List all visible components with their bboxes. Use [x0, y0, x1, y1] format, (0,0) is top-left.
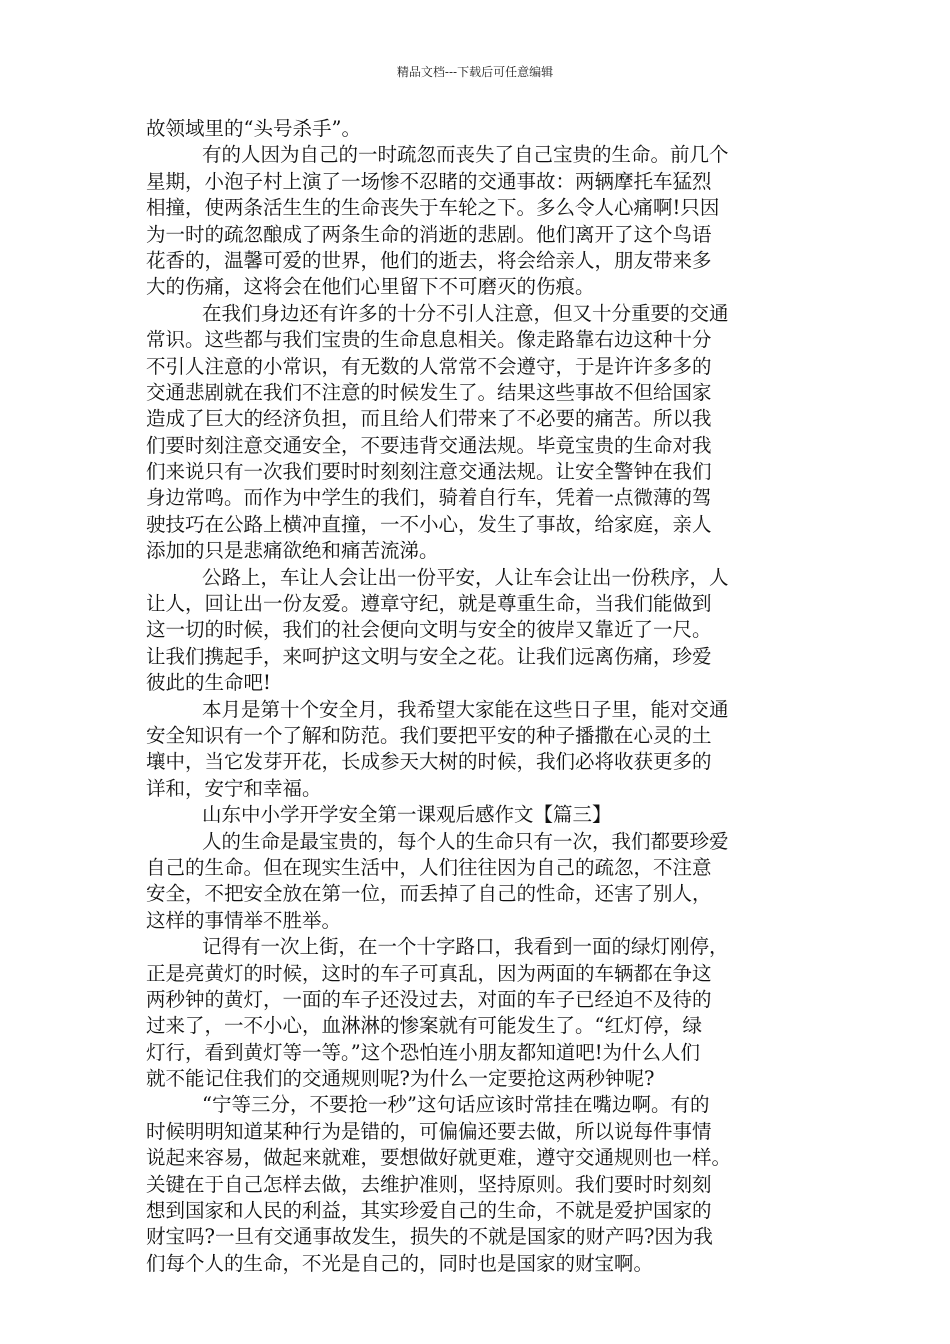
- text-line: 交通悲剧就在我们不注意的时候发生了。结果这些事故不但给国家: [146, 380, 712, 404]
- page-header: 精品文档---下载后可任意编辑: [396, 65, 554, 79]
- text-line: 这一切的时候，我们的社会便向文明与安全的彼岸又靠近了一尺。: [146, 618, 712, 642]
- text-line: 安全知识有一个了解和防范。我们要把平安的种子播撒在心灵的土: [146, 723, 712, 747]
- text-line: 就不能记住我们的交通规则呢?为什么一定要抢这两秒钟呢?: [146, 1067, 655, 1091]
- text-line: 想到国家和人民的利益，其实珍爱自己的生命，不就是爱护国家的: [146, 1199, 712, 1223]
- text-line: 彼此的生命吧!: [146, 671, 271, 695]
- text-line: “宁等三分，不要抢一秒”这句话应该时常挂在嘴边啊。有的: [202, 1093, 710, 1117]
- text-line: 关键在于自己怎样去做，去维护准则，坚持原则。我们要时时刻刻: [146, 1172, 712, 1196]
- text-line: 大的伤痛，这将会在他们心里留下不可磨灭的伤痕。: [146, 275, 595, 299]
- text-line: 过来了，一不小心，血淋淋的惨案就有可能发生了。“红灯停，绿: [146, 1014, 702, 1038]
- document-body: [146, 116, 826, 1277]
- text-line: 让我们携起手，来呵护这文明与安全之花。让我们远离伤痛，珍爱: [146, 644, 712, 668]
- text-line: 壤中，当它发芽开花，长成参天大树的时候，我们必将收获更多的: [146, 750, 712, 774]
- text-line: 本月是第十个安全月，我希望大家能在这些日子里，能对交通: [202, 697, 729, 721]
- text-line: 常识。这些都与我们宝贵的生命息息相关。像走路靠右边这种十分: [146, 328, 712, 352]
- text-line: 两秒钟的黄灯，一面的车子还没过去，对面的车子已经迫不及待的: [146, 987, 712, 1011]
- text-line: 星期，小泡子村上演了一场惨不忍睹的交通事故：两辆摩托车猛烈: [146, 169, 712, 193]
- text-line: 山东中小学开学安全第一课观后感作文【篇三】: [202, 803, 612, 827]
- text-line: 们要时刻注意交通安全，不要违背交通法规。毕竟宝贵的生命对我: [146, 433, 712, 457]
- text-line: 在我们身边还有许多的十分不引人注意，但又十分重要的交通: [202, 301, 729, 325]
- text-line: 造成了巨大的经济负担，而且给人们带来了不必要的痛苦。所以我: [146, 407, 712, 431]
- text-line: 让人，回让出一份友爱。遵章守纪，就是尊重生命，当我们能做到: [146, 592, 712, 616]
- text-line: 相撞，使两条活生生的生命丧失于车轮之下。多么令人心痛啊!只因: [146, 196, 720, 220]
- text-line: 人的生命是最宝贵的，每个人的生命只有一次，我们都要珍爱: [202, 829, 729, 853]
- text-line: 正是亮黄灯的时候，这时的车子可真乱，因为两面的车辆都在争这: [146, 961, 712, 985]
- text-line: 们每个人的生命，不光是自己的，同时也是国家的财宝啊。: [146, 1251, 654, 1275]
- text-line: 有的人因为自己的一时疏忽而丧失了自己宝贵的生命。前几个: [202, 143, 729, 167]
- text-line: 记得有一次上街，在一个十字路口，我看到一面的绿灯刚停，: [202, 935, 729, 959]
- text-line: 故领域里的“头号杀手”。: [146, 117, 361, 140]
- text-line: 为一时的疏忽酿成了两条生命的消逝的悲剧。他们离开了这个鸟语: [146, 222, 712, 246]
- text-line: 财宝吗?一旦有交通事故发生，损失的不就是国家的财产吗?因为我: [146, 1225, 713, 1249]
- text-line: 们来说只有一次我们要时时刻刻注意交通法规。让安全警钟在我们: [146, 460, 712, 484]
- text-line: 时候明明知道某种行为是错的，可偏偏还要去做，所以说每件事情: [146, 1119, 712, 1143]
- text-line: 自己的生命。但在现实生活中，人们往往因为自己的疏忽，不注意: [146, 855, 712, 879]
- text-line: 公路上，车让人会让出一份平安，人让车会让出一份秩序，人: [202, 565, 729, 589]
- text-line: 驶技巧在公路上横冲直撞，一不小心，发生了事故，给家庭，亲人: [146, 512, 712, 536]
- text-line: 这样的事情举不胜举。: [146, 908, 342, 932]
- text-line: 花香的，温馨可爱的世界，他们的逝去，将会给亲人，朋友带来多: [146, 248, 712, 272]
- text-line: 添加的只是悲痛欲绝和痛苦流涕。: [146, 539, 439, 563]
- text-line: 身边常鸣。而作为中学生的我们，骑着自行车，凭着一点微薄的驾: [146, 486, 712, 510]
- text-line: 安全，不把安全放在第一位，而丢掉了自己的性命，还害了别人，: [146, 882, 712, 906]
- text-line: 详和，安宁和幸福。: [146, 776, 322, 800]
- text-line: 灯行，看到黄灯等一等。”这个恐怕连小朋友都知道吧!为什么人们: [146, 1040, 701, 1064]
- text-line: 说起来容易，做起来就难，要想做好就更难，遵守交通规则也一样。: [146, 1146, 732, 1170]
- text-line: 不引人注意的小常识，有无数的人常常不会遵守，于是许许多多的: [146, 354, 712, 378]
